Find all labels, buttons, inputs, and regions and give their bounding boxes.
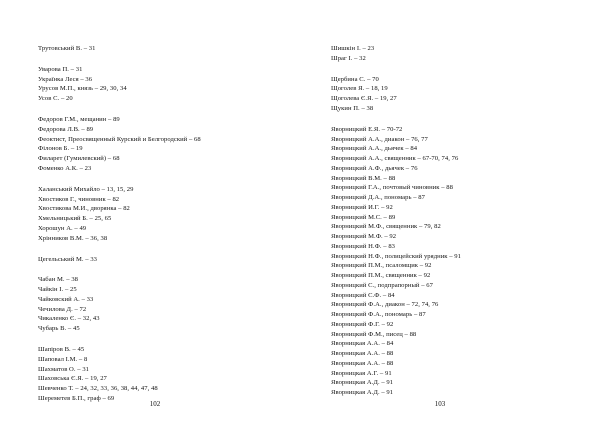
index-entry: Яворницкий А.А., диакон – 76, 77 bbox=[331, 135, 428, 143]
index-entry: Яворницкий А.Ф., дьячек – 76 bbox=[331, 164, 418, 172]
index-entry: Яворницкая А.А. – 84 bbox=[331, 340, 394, 348]
right-page bbox=[300, 0, 600, 435]
index-entry: Чайковский А. – 33 bbox=[38, 295, 94, 303]
index-letter-group bbox=[331, 44, 593, 64]
index-entry: Яворницкая А.Г. – 91 bbox=[331, 369, 392, 377]
index-column-left bbox=[38, 44, 288, 415]
index-entry: Яворницкий Г.А., почтовый чиновник – 88 bbox=[331, 184, 453, 192]
index-entry: Шаховська Є.Я. – 19, 27 bbox=[38, 375, 107, 383]
index-entry: Яворницкий Е.Я. – 70-72 bbox=[331, 125, 403, 133]
index-entry: Шереметев Б.П., граф – 69 bbox=[38, 394, 115, 402]
index-entry: Филарет (Гумилевский) – 68 bbox=[38, 155, 120, 163]
index-column-right bbox=[331, 44, 593, 409]
index-entry: Яворницкий М.Ф., священник – 79, 82 bbox=[331, 223, 441, 231]
index-entry: Трутовський В. – 31 bbox=[38, 45, 96, 52]
index-entry: Чайкін І. – 25 bbox=[38, 286, 77, 294]
index-entry: Усов С. – 20 bbox=[38, 95, 73, 103]
index-letter-group bbox=[38, 275, 288, 334]
index-entry: Філонов Б. – 19 bbox=[38, 145, 83, 153]
index-entry: Яворницкая А.Д. – 91 bbox=[331, 389, 394, 397]
index-entry: Яворницкий Ф.Г. – 92 bbox=[331, 320, 394, 328]
index-entry: Шаповал І.М. – 8 bbox=[38, 355, 88, 363]
index-entry: Яворницкий М.С. – 89 bbox=[331, 213, 396, 221]
index-entry: Щоголева Є.Я. – 19, 27 bbox=[331, 95, 397, 103]
index-entry: Яворницкая А.Д. – 91 bbox=[331, 379, 394, 387]
index-entry: Цегельський М. – 33 bbox=[38, 255, 98, 263]
index-entry: Яворницкая А.А. – 88 bbox=[331, 359, 394, 367]
index-entry: Яворницкий П.М., священник – 92 bbox=[331, 272, 431, 280]
index-letter-group bbox=[38, 185, 288, 244]
index-entry: Уварова П. – 31 bbox=[38, 65, 83, 73]
index-entry: Фоменко А.К. – 23 bbox=[38, 164, 92, 172]
index-entry: Федоров Г.М., мещанин – 89 bbox=[38, 116, 120, 124]
index-entry: Яворницкий Н.Ф., полицейский урядник – 91 bbox=[331, 252, 461, 260]
index-entry: Шапіров В. – 45 bbox=[38, 346, 85, 354]
index-entry: Яворницкий С., подпрапорный – 67 bbox=[331, 281, 433, 289]
index-entry: Яворницкий С.Ф. – 84 bbox=[331, 291, 395, 299]
index-entry: Українка Леся – 36 bbox=[38, 75, 93, 83]
index-entry: Шахматов О. – 31 bbox=[38, 365, 90, 373]
index-entry: Федорова Л.В. – 89 bbox=[38, 125, 94, 133]
index-letter-group bbox=[331, 75, 593, 114]
index-letter-group bbox=[331, 125, 593, 398]
index-entry: Яворницкая А.А. – 88 bbox=[331, 350, 394, 358]
index-entry: Хвостикова М.И., дворянка – 82 bbox=[38, 205, 130, 213]
index-letter-group bbox=[38, 345, 288, 404]
index-entry: Яворницкий П.М., псаломщик – 92 bbox=[331, 262, 432, 270]
index-entry: Яворницкий Ф.А., диакон – 72, 74, 76 bbox=[331, 301, 439, 309]
index-entry: Хорошун А. – 49 bbox=[38, 224, 87, 232]
index-letter-group bbox=[38, 115, 288, 174]
index-entry: Щукин П. – 38 bbox=[331, 104, 374, 112]
index-letter-group bbox=[38, 44, 288, 54]
index-entry: Яворницкий Н.Ф. – 83 bbox=[331, 242, 396, 250]
index-entry: Яворницкий В.М. – 88 bbox=[331, 174, 396, 182]
index-entry: Чабан М. – 38 bbox=[38, 276, 79, 284]
index-entry: Урусов М.П., князь – 29, 30, 34 bbox=[38, 85, 127, 93]
index-entry: Шишкін І. – 23 bbox=[331, 45, 375, 52]
index-letter-group bbox=[38, 255, 288, 265]
index-entry: Хвостиков Г., чиновник – 82 bbox=[38, 195, 120, 203]
page-number-left: 102 bbox=[149, 400, 161, 408]
index-entry: Яворницкий Ф.М., писец – 88 bbox=[331, 330, 417, 338]
index-entry: Шевченко Т. – 24, 32, 33, 36, 38, 44, 47, 48 bbox=[38, 385, 158, 393]
index-entry: Шраг І. – 32 bbox=[331, 54, 366, 62]
index-entry: Хрінников В.М. – 36, 38 bbox=[38, 234, 108, 242]
index-entry: Халанський Михайло – 13, 15, 29 bbox=[38, 185, 134, 193]
index-entry: Чикаленко Є. – 32, 43 bbox=[38, 315, 100, 323]
index-entry: Чечилова Д. – 72 bbox=[38, 305, 87, 313]
index-entry: Хмельницький Б. – 25, 65 bbox=[38, 215, 112, 223]
index-entry: Щоголев Я. – 18, 19 bbox=[331, 85, 388, 93]
index-entry: Яворницкий И.Г. – 92 bbox=[331, 203, 393, 211]
index-letter-group bbox=[38, 65, 288, 104]
index-entry: Яворницкий А.А., священник – 67-70, 74, 76 bbox=[331, 155, 459, 163]
index-entry: Щербина С. – 70 bbox=[331, 75, 379, 83]
index-entry: Яворницкий М.Ф. – 92 bbox=[331, 233, 397, 241]
index-entry: Чубарь В. – 45 bbox=[38, 325, 80, 333]
index-entry: Феоктист, Преосвященный Курский и Белгородский – 68 bbox=[38, 135, 201, 143]
index-entry: Яворницкий А.А., дьячек – 84 bbox=[331, 145, 418, 153]
index-entry: Яворницкий Д.А., пономарь – 87 bbox=[331, 194, 425, 202]
page-number-right: 103 bbox=[434, 400, 446, 408]
index-entry: Яворницкий Ф.А., пономарь – 87 bbox=[331, 311, 426, 319]
